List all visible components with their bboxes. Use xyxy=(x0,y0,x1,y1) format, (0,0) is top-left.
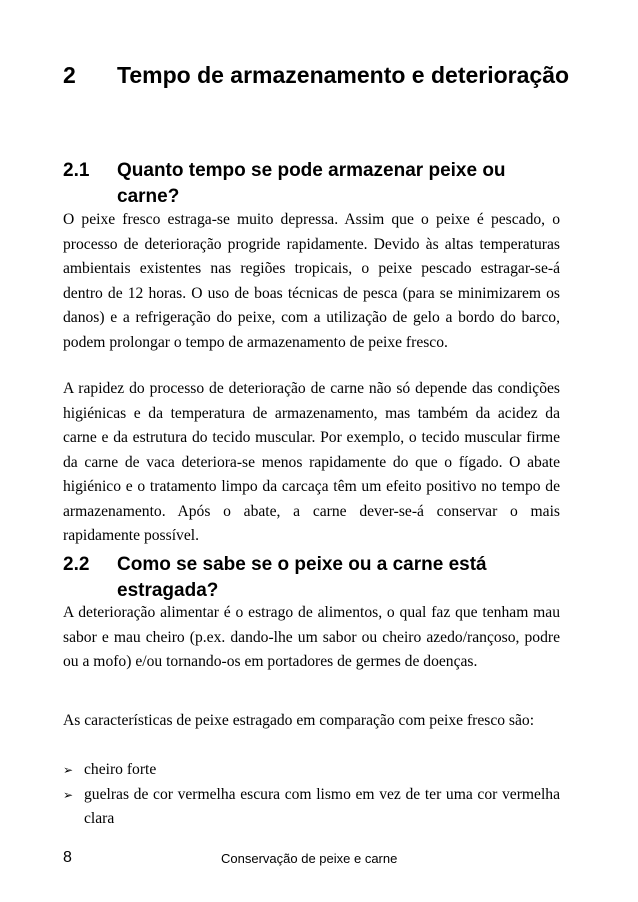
paragraph-characteristics-intro: As características de peixe estragado em comparação com peixe fresco são: xyxy=(63,712,535,729)
chapter-number: 2 xyxy=(63,62,76,88)
chapter-title: Tempo de armazenamento e deterioração xyxy=(117,62,570,88)
paragraph-meat-spoilage: A rapidez do processo de deterioração de carne não só depende das condições higiénicas e da temperatura de armazenamento, mas também da acidez da carne e da estrutura do tecido muscular. Por exemplo, o tecido muscular firme da carne de vaca deteriora-se menos rapidamente do que o fígado. O abate higiénico e o tratamento limpo da carcaça têm um efeito positivo no tempo de armazenamento. Após o abate, a carne dever-se-á conservar o mais rapidamente possível. xyxy=(63,380,560,544)
section-title: Como se sabe se o peixe ou a carne está estragada? xyxy=(117,554,487,601)
list-item-text: cheiro forte xyxy=(84,761,157,778)
list-item xyxy=(63,783,560,832)
running-title: Conservação de peixe e carne xyxy=(221,851,398,866)
section-number: 2.1 xyxy=(63,160,90,181)
paragraph-fish-spoilage: O peixe fresco estraga-se muito depressa. Assim que o peixe é pescado, o processo de deterioração progride rapidamente. Devido às altas temperaturas ambientais existentes nas regiões tropicais, o peixe pescado estragar-se-á dentro de 12 horas. O uso de boas técnicas de pesca (para se minimizarem os danos) e a refrigeração do peixe, com a utilização de gelo a bordo do barco, podem prolongar o tempo de armazenamento de peixe fresco. xyxy=(63,211,560,351)
arrow-bullet-icon: ➢ xyxy=(63,763,74,777)
section-title: Quanto tempo se pode armazenar peixe ou carne? xyxy=(117,160,506,207)
list-item-text: guelras de cor vermelha escura com lismo em vez de ter uma cor vermelha clara xyxy=(84,785,560,827)
arrow-bullet-icon: ➢ xyxy=(63,787,74,802)
list-item xyxy=(63,758,560,783)
page-number: 8 xyxy=(63,849,72,866)
paragraph-food-deterioration: A deterioração alimentar é o estrago de alimentos, o qual faz que tenham mau sabor e mau cheiro (p.ex. dando-lhe um sabor ou cheiro azedo/rançoso, podre ou a mofo) e/ou tornando-os em portadores de germes de doenças. xyxy=(63,604,560,670)
characteristics-list xyxy=(63,758,560,832)
section-number: 2.2 xyxy=(63,554,90,575)
